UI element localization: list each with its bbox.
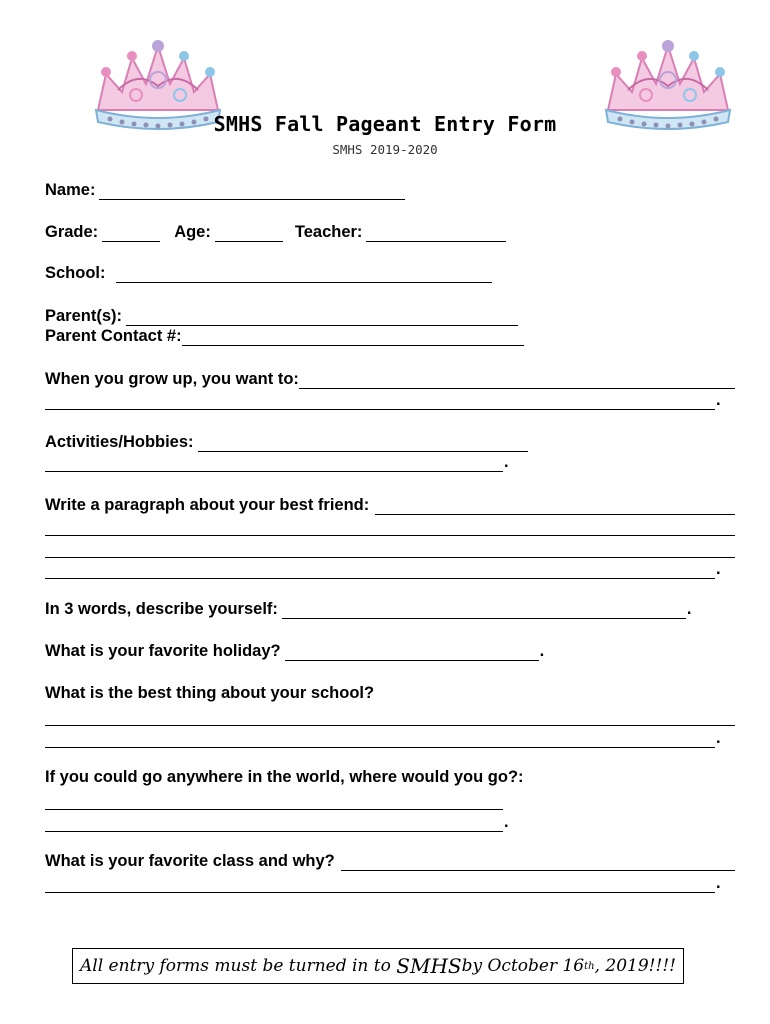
best-thing-row bbox=[45, 683, 735, 703]
grade-age-teacher-row bbox=[45, 222, 735, 242]
grow-up-row bbox=[45, 369, 735, 389]
name-input[interactable] bbox=[99, 185, 405, 200]
anywhere-input-2[interactable] bbox=[45, 817, 503, 832]
teacher-label: Teacher: bbox=[294, 223, 363, 241]
three-words-label: In 3 words, describe yourself: bbox=[45, 600, 278, 618]
hobbies-input[interactable] bbox=[198, 437, 528, 452]
notice-text-before: All entry forms must be turned in to bbox=[79, 956, 391, 976]
parents-label: Parent(s): bbox=[45, 307, 123, 325]
grow-up-row-2: . bbox=[45, 390, 735, 410]
best-friend-label: Write a paragraph about your best friend: bbox=[45, 496, 370, 514]
age-label: Age: bbox=[174, 223, 211, 241]
grow-up-input[interactable] bbox=[299, 374, 735, 389]
hobbies-input-2[interactable] bbox=[45, 457, 503, 472]
grow-up-label: When you grow up, you want to: bbox=[45, 370, 299, 388]
best-thing-input[interactable] bbox=[45, 711, 735, 726]
hobbies-row-2: . bbox=[45, 452, 735, 472]
notice-text-after: , 2019!!!! bbox=[594, 956, 676, 976]
parents-row bbox=[45, 306, 735, 326]
notice-school: SMHS bbox=[396, 954, 462, 978]
teacher-input[interactable] bbox=[366, 227, 506, 242]
notice-ordinal: th bbox=[584, 960, 595, 972]
parents-input[interactable] bbox=[126, 311, 518, 326]
three-words-row: In 3 words, describe yourself: . bbox=[45, 600, 692, 618]
notice-text-middle: by October 16 bbox=[461, 956, 585, 976]
page-subtitle: SMHS 2019-2020 bbox=[332, 142, 438, 157]
anywhere-row-3: . bbox=[45, 812, 735, 832]
name-label: Name: bbox=[45, 181, 96, 199]
favorite-class-input[interactable] bbox=[341, 856, 735, 871]
anywhere-row-2 bbox=[45, 790, 735, 810]
best-thing-row-2 bbox=[45, 706, 735, 726]
grade-label: Grade: bbox=[45, 223, 99, 241]
holiday-row: What is your favorite holiday? . bbox=[45, 642, 545, 660]
hobbies-row bbox=[45, 432, 735, 452]
favorite-class-row-2: . bbox=[45, 873, 735, 893]
school-row bbox=[45, 263, 735, 283]
best-friend-row-4: . bbox=[45, 559, 735, 579]
best-friend-row-2 bbox=[45, 516, 735, 536]
anywhere-label: If you could go anywhere in the world, where would you go?: bbox=[45, 768, 524, 786]
favorite-class-row bbox=[45, 851, 735, 871]
age-input[interactable] bbox=[215, 227, 283, 242]
best-friend-input-2[interactable] bbox=[45, 521, 735, 536]
best-friend-row-3 bbox=[45, 538, 735, 558]
parent-contact-label: Parent Contact #: bbox=[45, 327, 182, 345]
school-input[interactable] bbox=[116, 268, 492, 283]
anywhere-row bbox=[45, 767, 735, 787]
best-friend-input-4[interactable] bbox=[45, 564, 715, 579]
name-row bbox=[45, 180, 735, 200]
parent-contact-input[interactable] bbox=[182, 331, 524, 346]
grade-input[interactable] bbox=[102, 227, 160, 242]
hobbies-label: Activities/Hobbies: bbox=[45, 433, 194, 451]
page-title: SMHS Fall Pageant Entry Form bbox=[213, 112, 557, 136]
three-words-input[interactable] bbox=[282, 604, 686, 619]
school-label: School: bbox=[45, 264, 106, 282]
best-thing-row-3: . bbox=[45, 728, 735, 748]
parent-contact-row bbox=[45, 326, 735, 346]
favorite-class-label: What is your favorite class and why? bbox=[45, 852, 335, 870]
grow-up-input-2[interactable] bbox=[45, 395, 715, 410]
anywhere-input[interactable] bbox=[45, 795, 503, 810]
best-friend-input-3[interactable] bbox=[45, 543, 735, 558]
holiday-label: What is your favorite holiday? bbox=[45, 642, 281, 660]
deadline-notice bbox=[72, 948, 684, 984]
holiday-input[interactable] bbox=[285, 646, 539, 661]
favorite-class-input-2[interactable] bbox=[45, 878, 715, 893]
best-thing-label: What is the best thing about your school? bbox=[45, 684, 375, 702]
best-friend-input[interactable] bbox=[375, 500, 735, 515]
best-thing-input-2[interactable] bbox=[45, 733, 715, 748]
best-friend-row bbox=[45, 495, 735, 515]
